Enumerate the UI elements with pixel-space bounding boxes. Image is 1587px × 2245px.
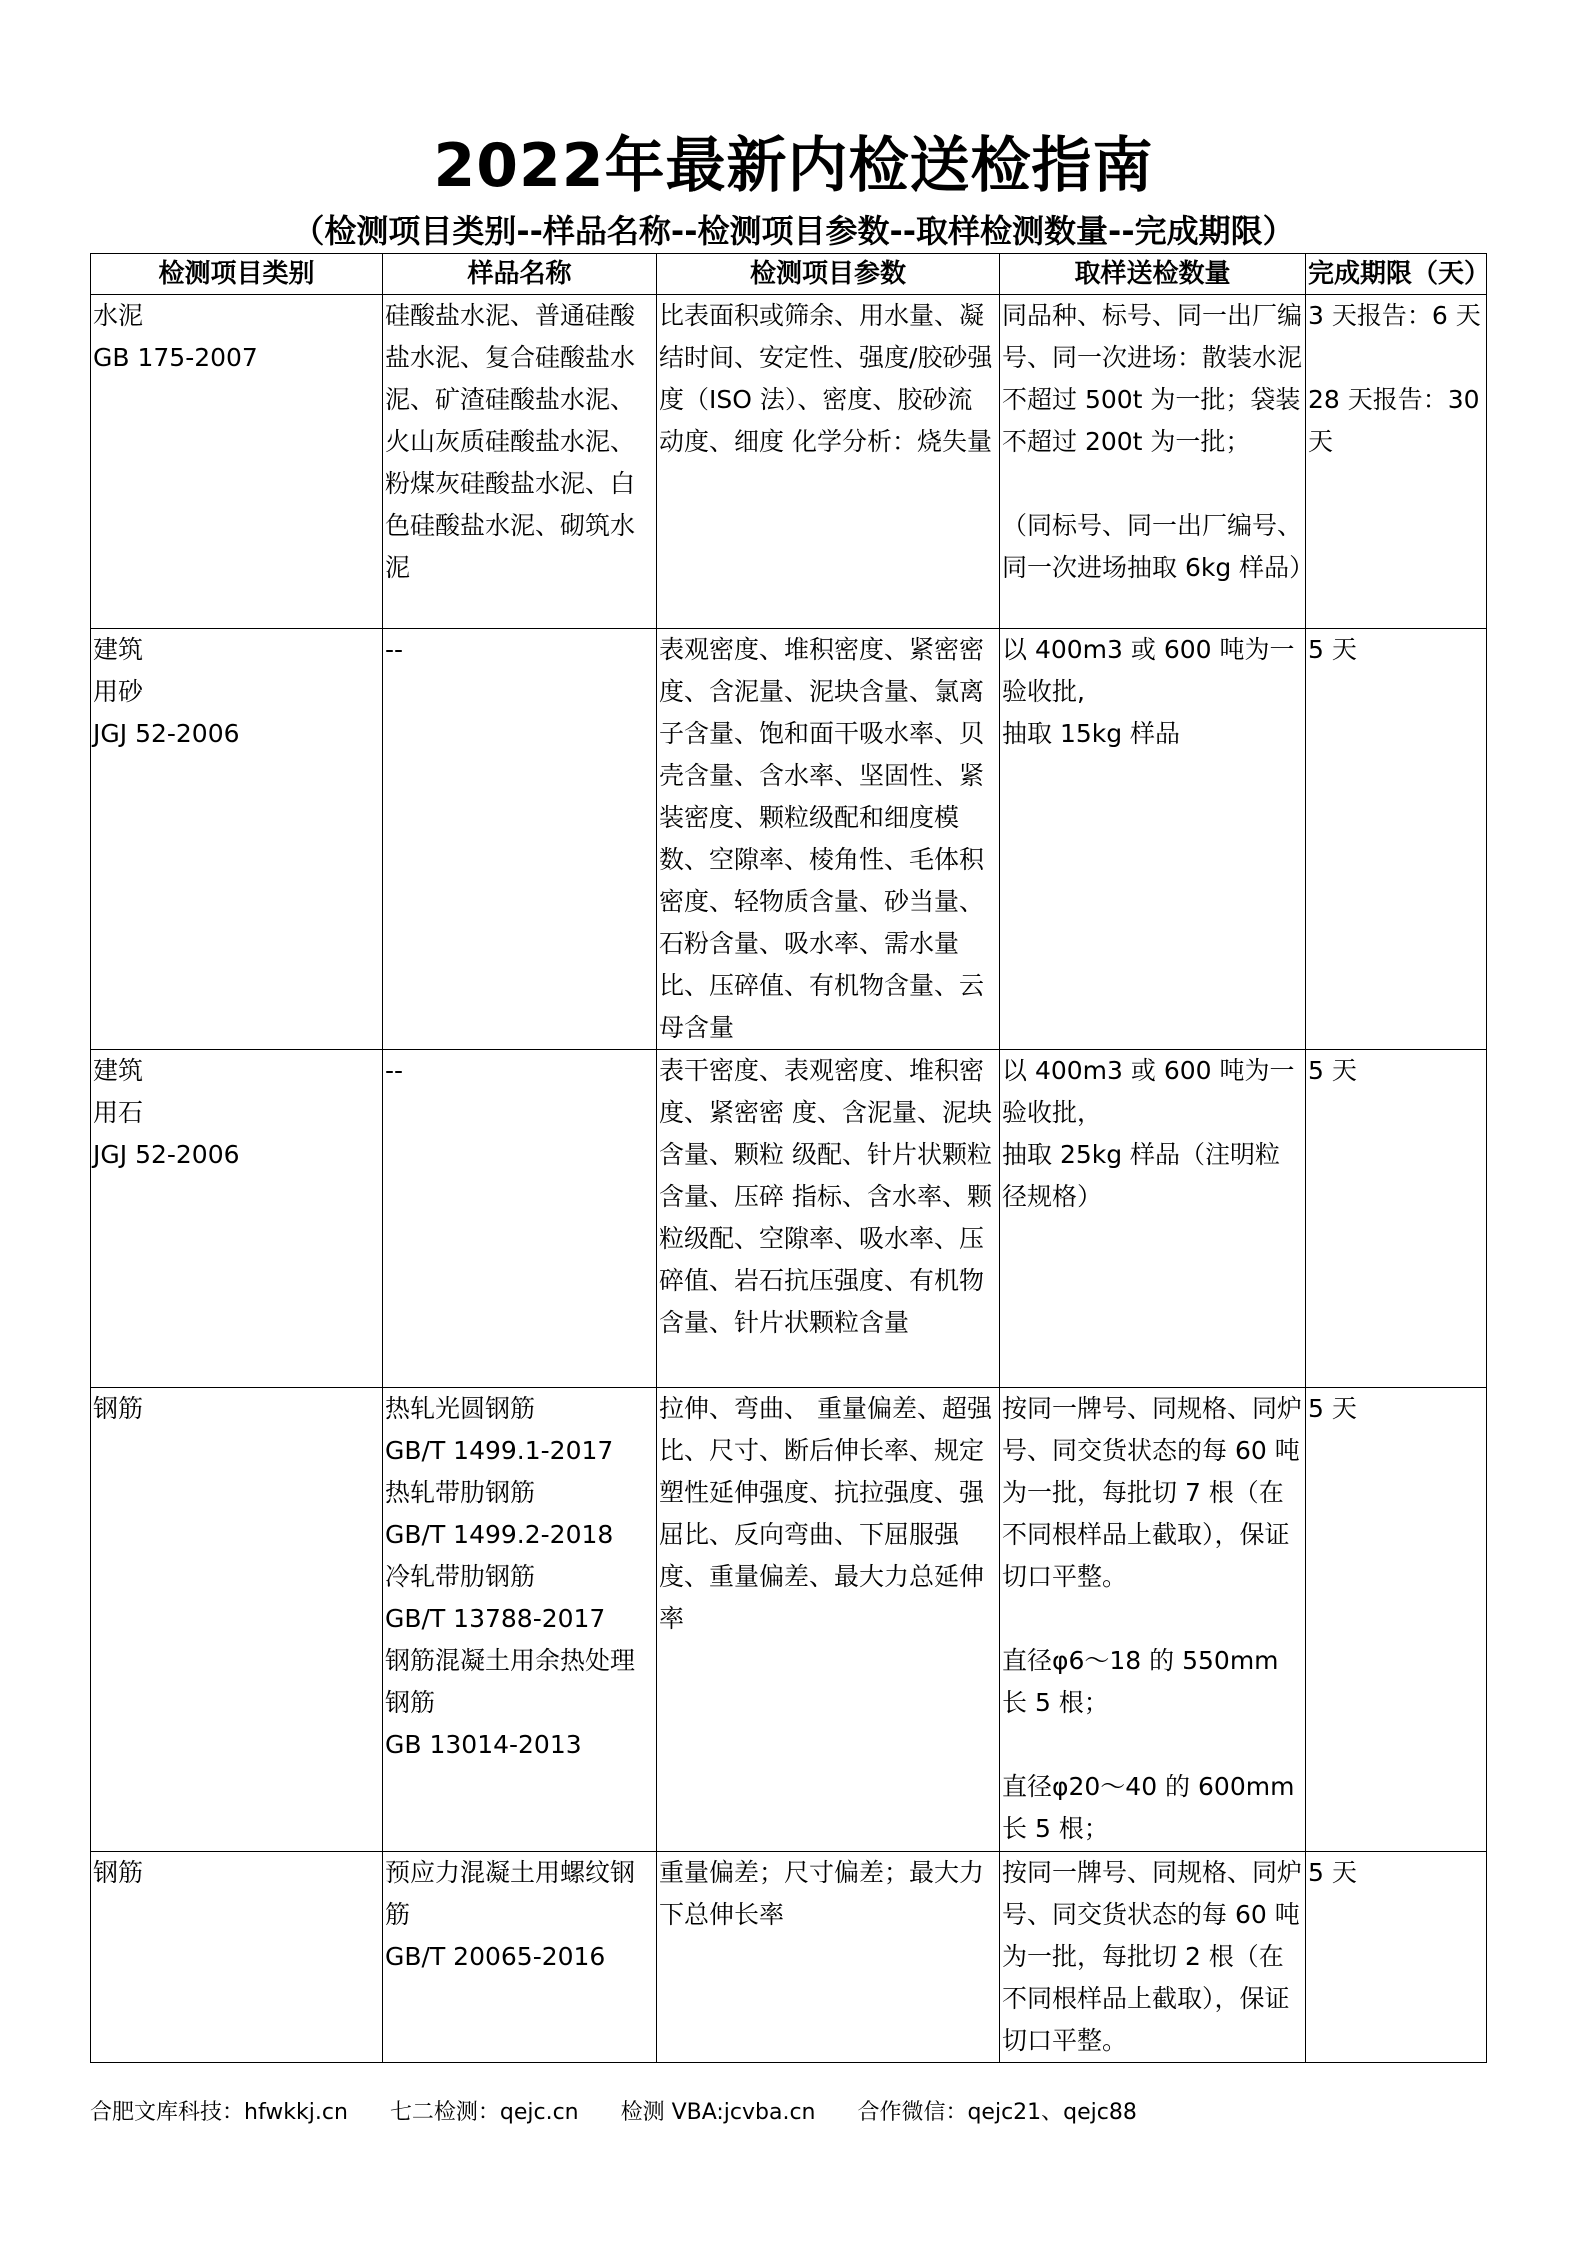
sample-line: 热轧带肋钢筋 xyxy=(385,1478,536,1507)
category-line: 用砂 xyxy=(93,677,144,706)
sample-line: 钢筋混凝土用余热处理钢筋 xyxy=(385,1646,636,1717)
cell-period xyxy=(1306,295,1487,629)
cell-category xyxy=(91,1388,383,1852)
table-row xyxy=(91,1388,1487,1852)
category-line: 建筑 xyxy=(93,1056,144,1085)
header-sample: 样品名称 xyxy=(383,254,657,295)
cell-params xyxy=(657,1388,1000,1852)
sample-line: -- xyxy=(385,1056,404,1085)
cell-quantity xyxy=(1000,1050,1306,1388)
quantity-line xyxy=(1002,463,1303,505)
sample-line: GB/T 1499.1-2017 xyxy=(385,1436,614,1465)
quantity-line: 直径φ6～18 的 550mm 长 5 根； xyxy=(1002,1646,1279,1717)
cell-sample xyxy=(383,295,657,629)
cell-period xyxy=(1306,1050,1487,1388)
quantity-line xyxy=(1002,1598,1303,1640)
sample-line: GB/T 1499.2-2018 xyxy=(385,1520,614,1549)
cell-sample xyxy=(383,1388,657,1852)
sample-line: GB/T 13788-2017 xyxy=(385,1604,606,1633)
category-line: JGJ 52-2006 xyxy=(93,1140,240,1169)
quantity-line: 抽取 25kg 样品（注明粒径规格） xyxy=(1002,1140,1281,1211)
cell-period xyxy=(1306,629,1487,1050)
category-line: 水泥 xyxy=(93,301,144,330)
quantity-line: 以 400m3 或 600 吨为一验收批, xyxy=(1002,635,1295,706)
cell-params xyxy=(657,1852,1000,2063)
cell-category xyxy=(91,629,383,1050)
category-line: 钢筋 xyxy=(93,1394,144,1423)
table-row xyxy=(91,1852,1487,2063)
sample-line: GB/T 20065-2016 xyxy=(385,1942,606,1971)
cell-sample xyxy=(383,1852,657,2063)
cell-quantity xyxy=(1000,629,1306,1050)
sample-line: 硅酸盐水泥、普通硅酸盐水泥、复合硅酸盐水泥、矿渣硅酸盐水泥、火山灰质硅酸盐水泥、粉煤灰硅酸盐水泥、白色硅酸盐水泥、砌筑水泥 xyxy=(385,301,636,582)
sample-line: 热轧光圆钢筋 xyxy=(385,1394,536,1423)
cell-category xyxy=(91,1050,383,1388)
cell-period xyxy=(1306,1852,1487,2063)
period-line: 5 天 xyxy=(1308,635,1357,664)
cell-quantity xyxy=(1000,1852,1306,2063)
sample-line: GB 13014-2013 xyxy=(385,1730,582,1759)
params-line: 重量偏差；尺寸偏差；最大力下总伸长率 xyxy=(659,1858,985,1929)
params-line: 比表面积或筛余、用水量、凝 结时间、安定性、强度/胶砂强度（ISO 法）、密度、胶砂流动度、细度 化学分析：烧失量 xyxy=(659,301,993,456)
cell-params xyxy=(657,295,1000,629)
params-line: 表干密度、表观密度、堆积密度、紧密密 度、含泥量、泥块含量、颗粒 级配、针片状颗粒含量、压碎 指标、含水率、颗粒级配、空隙率、吸水率、压碎值、岩石抗压强度、有机物含量、针片状颗粒含量 xyxy=(659,1056,992,1337)
inspection-table xyxy=(90,253,1491,2063)
period-line: 5 天 xyxy=(1308,1056,1357,1085)
cell-params xyxy=(657,1050,1000,1388)
header-quantity: 取样送检数量 xyxy=(1000,254,1306,295)
cell-quantity xyxy=(1000,295,1315,629)
period-line: 5 天 xyxy=(1308,1394,1357,1423)
table-row xyxy=(91,629,1487,1050)
category-line: GB 175-2007 xyxy=(93,343,258,372)
page-subtitle: （检测项目类别--样品名称--检测项目参数--取样检测数量--完成期限） xyxy=(292,212,1295,250)
sample-line: 预应力混凝土用螺纹钢筋 xyxy=(385,1858,636,1929)
quantity-line: 同品种、标号、同一出厂编号、同一次进场：散装水泥不超过 500t 为一批；袋装不超过 200t 为一批； xyxy=(1002,301,1303,456)
sample-line: -- xyxy=(385,635,404,664)
category-line: 用石 xyxy=(93,1098,144,1127)
quantity-line: 按同一牌号、同规格、同炉号、同交货状态的每 60 吨为一批，每批切 7 根（在不同根样品上截取），保证切口平整。 xyxy=(1002,1394,1303,1591)
header-params: 检测项目参数 xyxy=(657,254,1000,295)
period-line: 28 天报告：30 天 xyxy=(1308,385,1480,456)
cell-category xyxy=(91,295,383,629)
quantity-line: （同标号、同一出厂编号、同一次进场抽取 6kg 样品） xyxy=(1002,511,1315,582)
table-header-row xyxy=(91,254,1487,295)
period-line: 5 天 xyxy=(1308,1858,1357,1887)
header-category: 检测项目类别 xyxy=(91,254,383,295)
page-footer: 合肥文库科技：hfwkkj.cn 七二检测：qejc.cn 检测 VBA:jcvba.cn 合作微信：qejc21、qejc88 xyxy=(90,2100,1137,2125)
quantity-line: 以 400m3 或 600 吨为一验收批， xyxy=(1002,1056,1295,1127)
period-line: 3 天报告：6 天 xyxy=(1308,301,1481,330)
period-line xyxy=(1308,337,1484,379)
cell-params xyxy=(657,629,1000,1050)
cell-sample xyxy=(383,1050,657,1388)
quantity-line: 抽取 15kg 样品 xyxy=(1002,719,1181,748)
table-row xyxy=(91,1050,1487,1388)
quantity-line: 按同一牌号、同规格、同炉号、同交货状态的每 60 吨为一批，每批切 2 根（在不同根样品上截取），保证切口平整。 xyxy=(1002,1858,1303,2055)
cell-period xyxy=(1306,1388,1487,1852)
page-title: 2022年最新内检送检指南 xyxy=(433,131,1154,201)
params-line: 表观密度、堆积密度、紧密密 度、含泥量、泥块含量、氯离子含量、饱和面干吸水率、贝壳含量、含水率、坚固性、紧装密度、颗粒级配和细度模数、空隙率、棱角性、毛体积密度、轻物质含量、砂当量、石粉含量、吸水率、需水量比、压碎值、有机物含量、云母含量 xyxy=(659,635,985,1042)
table-row xyxy=(91,295,1487,629)
cell-sample xyxy=(383,629,657,1050)
category-line: 建筑 xyxy=(93,635,144,664)
quantity-line xyxy=(1002,1724,1303,1766)
category-line: JGJ 52-2006 xyxy=(93,719,240,748)
category-line: 钢筋 xyxy=(93,1858,144,1887)
cell-quantity xyxy=(1000,1388,1306,1852)
sample-line: 冷轧带肋钢筋 xyxy=(385,1562,536,1591)
params-line: 拉伸、弯曲、 重量偏差、超强比、尺寸、断后伸长率、规定塑性延伸强度、抗拉强度、强屈比、反向弯曲、下屈服强度、重量偏差、最大力总延伸率 xyxy=(659,1394,992,1633)
header-period: 完成期限（天） xyxy=(1306,254,1487,295)
quantity-line: 直径φ20～40 的 600mm 长 5 根； xyxy=(1002,1772,1295,1843)
table-body xyxy=(91,295,1487,2063)
cell-category xyxy=(91,1852,383,2063)
